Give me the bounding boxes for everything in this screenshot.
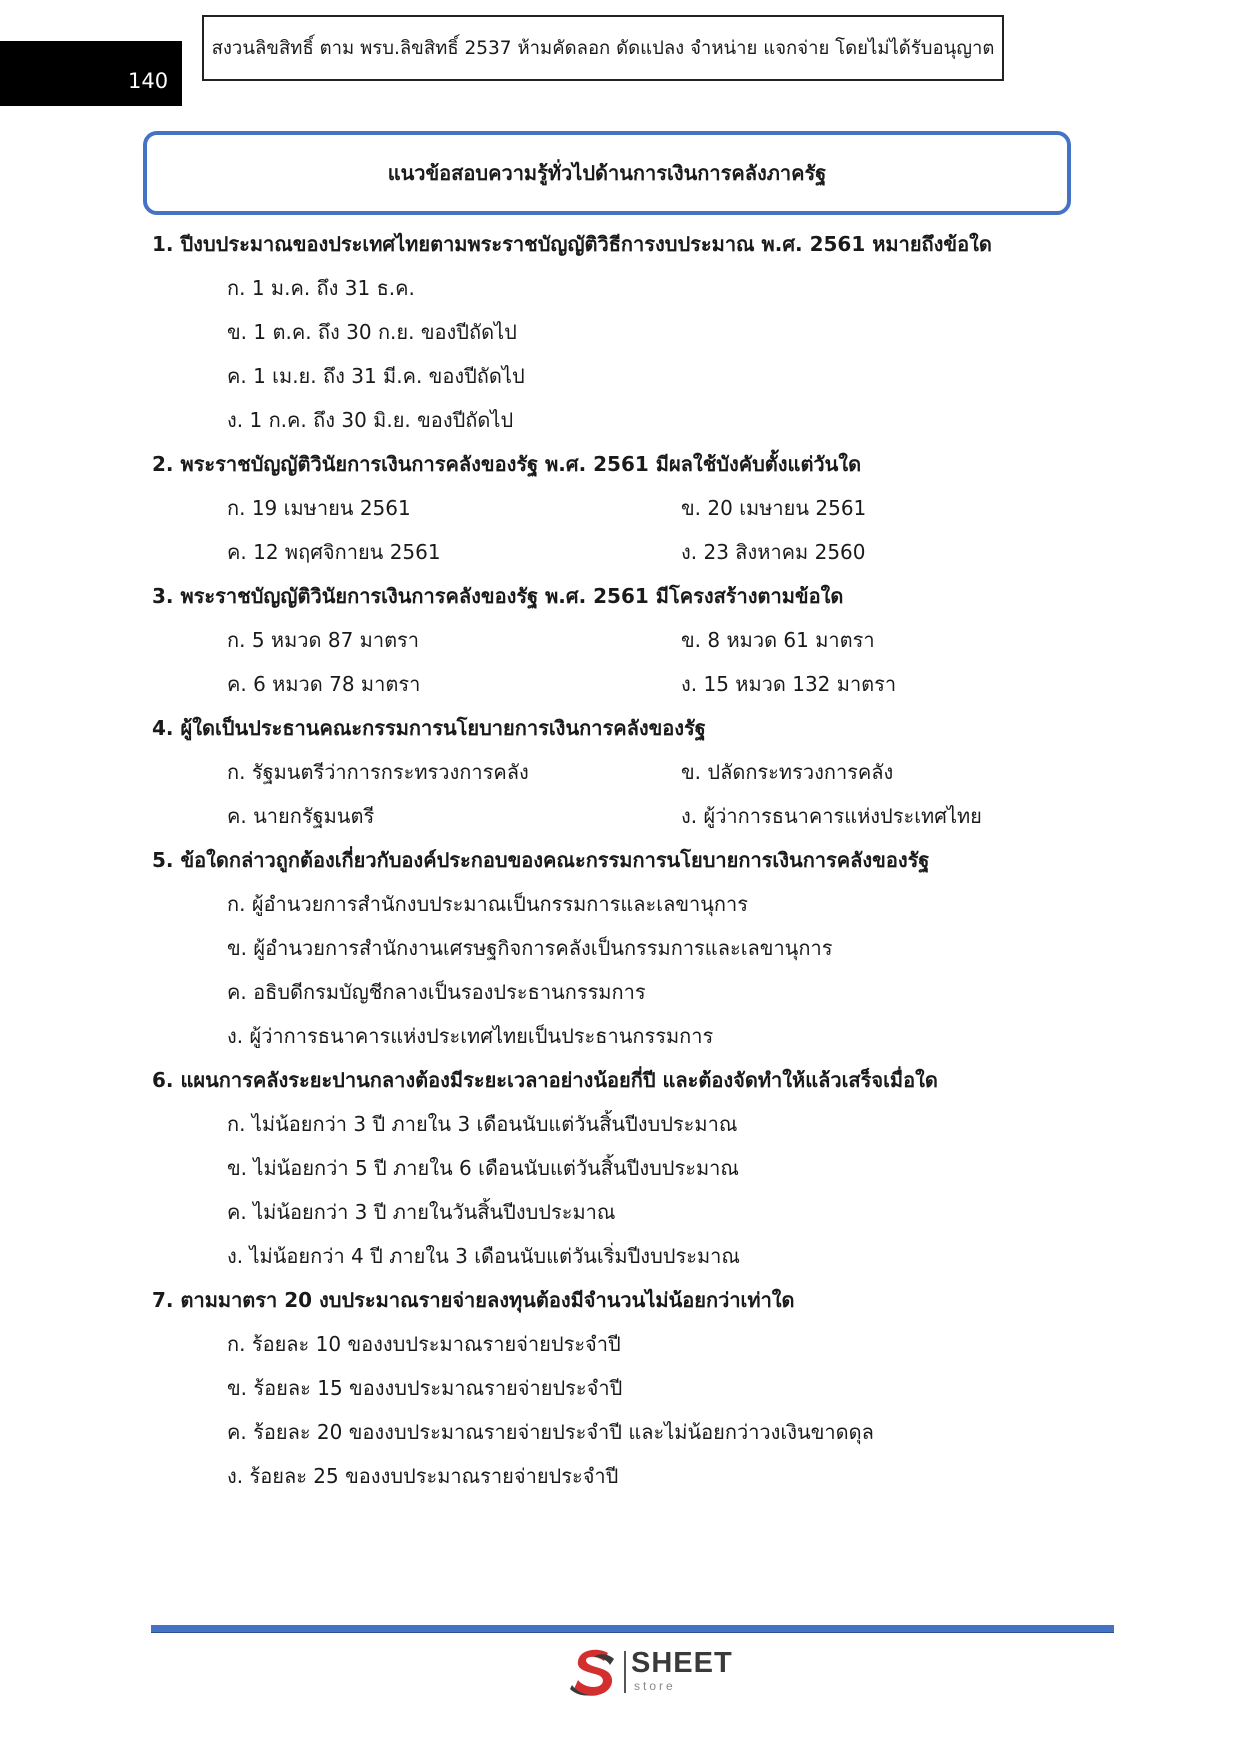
option-a: ก. 1 ม.ค. ถึง 31 ธ.ค. xyxy=(227,276,415,300)
option-a: ก. รัฐมนตรีว่าการกระทรวงการคลัง xyxy=(227,760,529,784)
document-title-box xyxy=(143,131,1071,215)
option-b: ข. 20 เมษายน 2561 xyxy=(681,496,867,520)
option-c: ค. 12 พฤศจิกายน 2561 xyxy=(227,540,441,564)
option-a: ก. 19 เมษายน 2561 xyxy=(227,496,411,520)
option-c: ค. อธิบดีกรมบัญชีกลางเป็นรองประธานกรรมการ xyxy=(227,980,646,1004)
options xyxy=(152,750,1112,838)
question-3 xyxy=(152,574,1112,706)
options xyxy=(152,618,1112,706)
option-b: ข. ปลัดกระทรวงการคลัง xyxy=(681,760,894,784)
option-b: ข. ไม่น้อยกว่า 5 ปี ภายใน 6 เดือนนับแต่วันสิ้นปีงบประมาณ xyxy=(227,1156,739,1180)
option-a: ก. ร้อยละ 10 ของงบประมาณรายจ่ายประจำปี xyxy=(227,1332,621,1356)
option-c: ค. 6 หมวด 78 มาตรา xyxy=(227,672,421,696)
option-b: ข. 8 หมวด 61 มาตรา xyxy=(681,628,875,652)
question-text: 4. ผู้ใดเป็นประธานคณะกรรมการนโยบายการเงินการคลังของรัฐ xyxy=(152,716,706,740)
option-a: ก. 5 หมวด 87 มาตรา xyxy=(227,628,420,652)
copyright-notice xyxy=(202,15,1004,81)
options xyxy=(152,1102,1112,1278)
document-title: แนวข้อสอบความรู้ทั่วไปด้านการเงินการคลังภาครัฐ xyxy=(387,161,827,185)
question-5 xyxy=(152,838,1112,1058)
option-c: ค. 1 เม.ย. ถึง 31 มี.ค. ของปีถัดไป xyxy=(227,364,525,388)
options xyxy=(152,266,1112,442)
question-1 xyxy=(152,222,1112,442)
option-b: ข. ร้อยละ 15 ของงบประมาณรายจ่ายประจำปี xyxy=(227,1376,623,1400)
sheet-store-logo-icon xyxy=(568,1645,620,1699)
option-b: ข. ผู้อำนวยการสำนักงานเศรษฐกิจการคลังเป็นกรรมการและเลขานุการ xyxy=(227,936,833,960)
option-d: ง. ร้อยละ 25 ของงบประมาณรายจ่ายประจำปี xyxy=(227,1464,619,1488)
option-d: ง. 23 สิงหาคม 2560 xyxy=(681,540,866,564)
copyright-text: สงวนลิขสิทธิ์ ตาม พรบ.ลิขสิทธิ์ 2537 ห้ามคัดลอก ดัดแปลง จำหน่าย แจกจ่าย โดยไม่ได้รับอนุญาต xyxy=(211,37,995,59)
option-d: ง. 15 หมวด 132 มาตรา xyxy=(681,672,897,696)
question-4 xyxy=(152,706,1112,838)
option-b: ข. 1 ต.ค. ถึง 30 ก.ย. ของปีถัดไป xyxy=(227,320,517,344)
option-d: ง. ผู้ว่าการธนาคารแห่งประเทศไทย xyxy=(681,804,982,828)
page-number: 140 xyxy=(128,69,169,93)
option-d: ง. ไม่น้อยกว่า 4 ปี ภายใน 3 เดือนนับแต่วันเริ่มปีงบประมาณ xyxy=(227,1244,740,1268)
option-d: ง. ผู้ว่าการธนาคารแห่งประเทศไทยเป็นประธานกรรมการ xyxy=(227,1024,714,1048)
question-text: 3. พระราชบัญญัติวินัยการเงินการคลังของรัฐ พ.ศ. 2561 มีโครงสร้างตามข้อใด xyxy=(152,584,844,608)
question-2 xyxy=(152,442,1112,574)
footer-rule xyxy=(151,1625,1114,1633)
options xyxy=(152,1322,1112,1498)
question-7 xyxy=(152,1278,1112,1498)
options xyxy=(152,882,1112,1058)
question-text: 6. แผนการคลังระยะปานกลางต้องมีระยะเวลาอย่างน้อยกี่ปี และต้องจัดทำให้แล้วเสร็จเมื่อใด xyxy=(152,1068,938,1092)
question-text: 5. ข้อใดกล่าวถูกต้องเกี่ยวกับองค์ประกอบของคณะกรรมการนโยบายการเงินการคลังของรัฐ xyxy=(152,848,930,872)
question-text: 1. ปีงบประมาณของประเทศไทยตามพระราชบัญญัติวิธีการงบประมาณ พ.ศ. 2561 หมายถึงข้อใด xyxy=(152,232,992,256)
logo-subtext: store xyxy=(634,1679,676,1693)
option-c: ค. นายกรัฐมนตรี xyxy=(227,804,375,828)
sheet-store-logo xyxy=(568,1645,748,1699)
option-d: ง. 1 ก.ค. ถึง 30 มิ.ย. ของปีถัดไป xyxy=(227,408,514,432)
option-c: ค. ร้อยละ 20 ของงบประมาณรายจ่ายประจำปี และไม่น้อยกว่าวงเงินขาดดุล xyxy=(227,1420,874,1444)
question-text: 7. ตามมาตรา 20 งบประมาณรายจ่ายลงทุนต้องมีจำนวนไม่น้อยกว่าเท่าใด xyxy=(152,1288,795,1312)
option-a: ก. ผู้อำนวยการสำนักงบประมาณเป็นกรรมการและเลขานุการ xyxy=(227,892,749,916)
page-number-box xyxy=(0,41,182,106)
logo-word: SHEET xyxy=(631,1647,733,1679)
question-list xyxy=(152,222,1112,1498)
question-6 xyxy=(152,1058,1112,1278)
options xyxy=(152,486,1112,574)
option-c: ค. ไม่น้อยกว่า 3 ปี ภายในวันสิ้นปีงบประมาณ xyxy=(227,1200,616,1224)
logo-separator xyxy=(624,1651,626,1693)
option-a: ก. ไม่น้อยกว่า 3 ปี ภายใน 3 เดือนนับแต่วันสิ้นปีงบประมาณ xyxy=(227,1112,738,1136)
question-text: 2. พระราชบัญญัติวินัยการเงินการคลังของรัฐ พ.ศ. 2561 มีผลใช้บังคับตั้งแต่วันใด xyxy=(152,452,862,476)
